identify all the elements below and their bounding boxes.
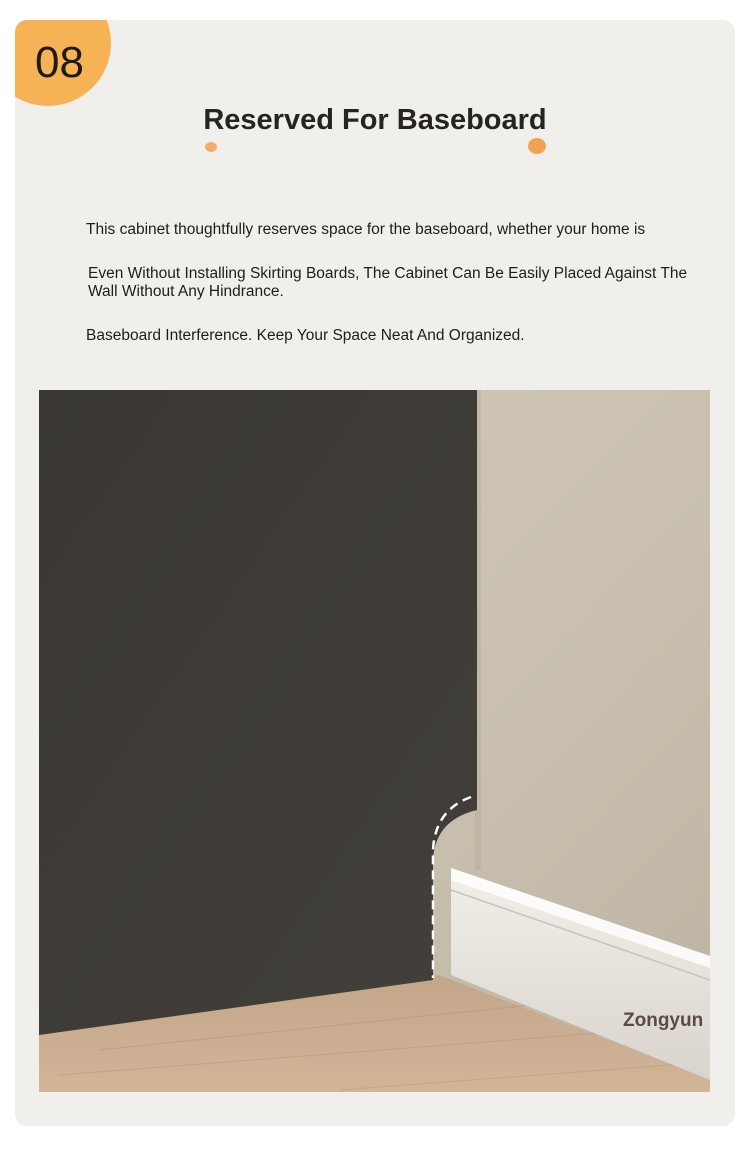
description-paragraph-2: Even Without Installing Skirting Boards, The Cabinet Can Be Easily Placed Against The Wall Without Any Hindrance.	[88, 265, 688, 300]
brand-watermark: Zongyun	[623, 1010, 704, 1031]
decorative-dot-left	[205, 142, 217, 152]
content-card	[15, 20, 735, 1126]
section-number: 08	[35, 38, 84, 87]
baseboard-product-photo	[39, 390, 710, 1092]
decorative-dot-right	[528, 138, 546, 154]
description-paragraph-3: Baseboard Interference. Keep Your Space Neat And Organized.	[86, 327, 525, 344]
section-title: Reserved For Baseboard	[203, 104, 547, 136]
cabinet-side-panel	[39, 390, 477, 1035]
description-paragraph-1: This cabinet thoughtfully reserves space for the baseboard, whether your home is	[86, 221, 646, 238]
